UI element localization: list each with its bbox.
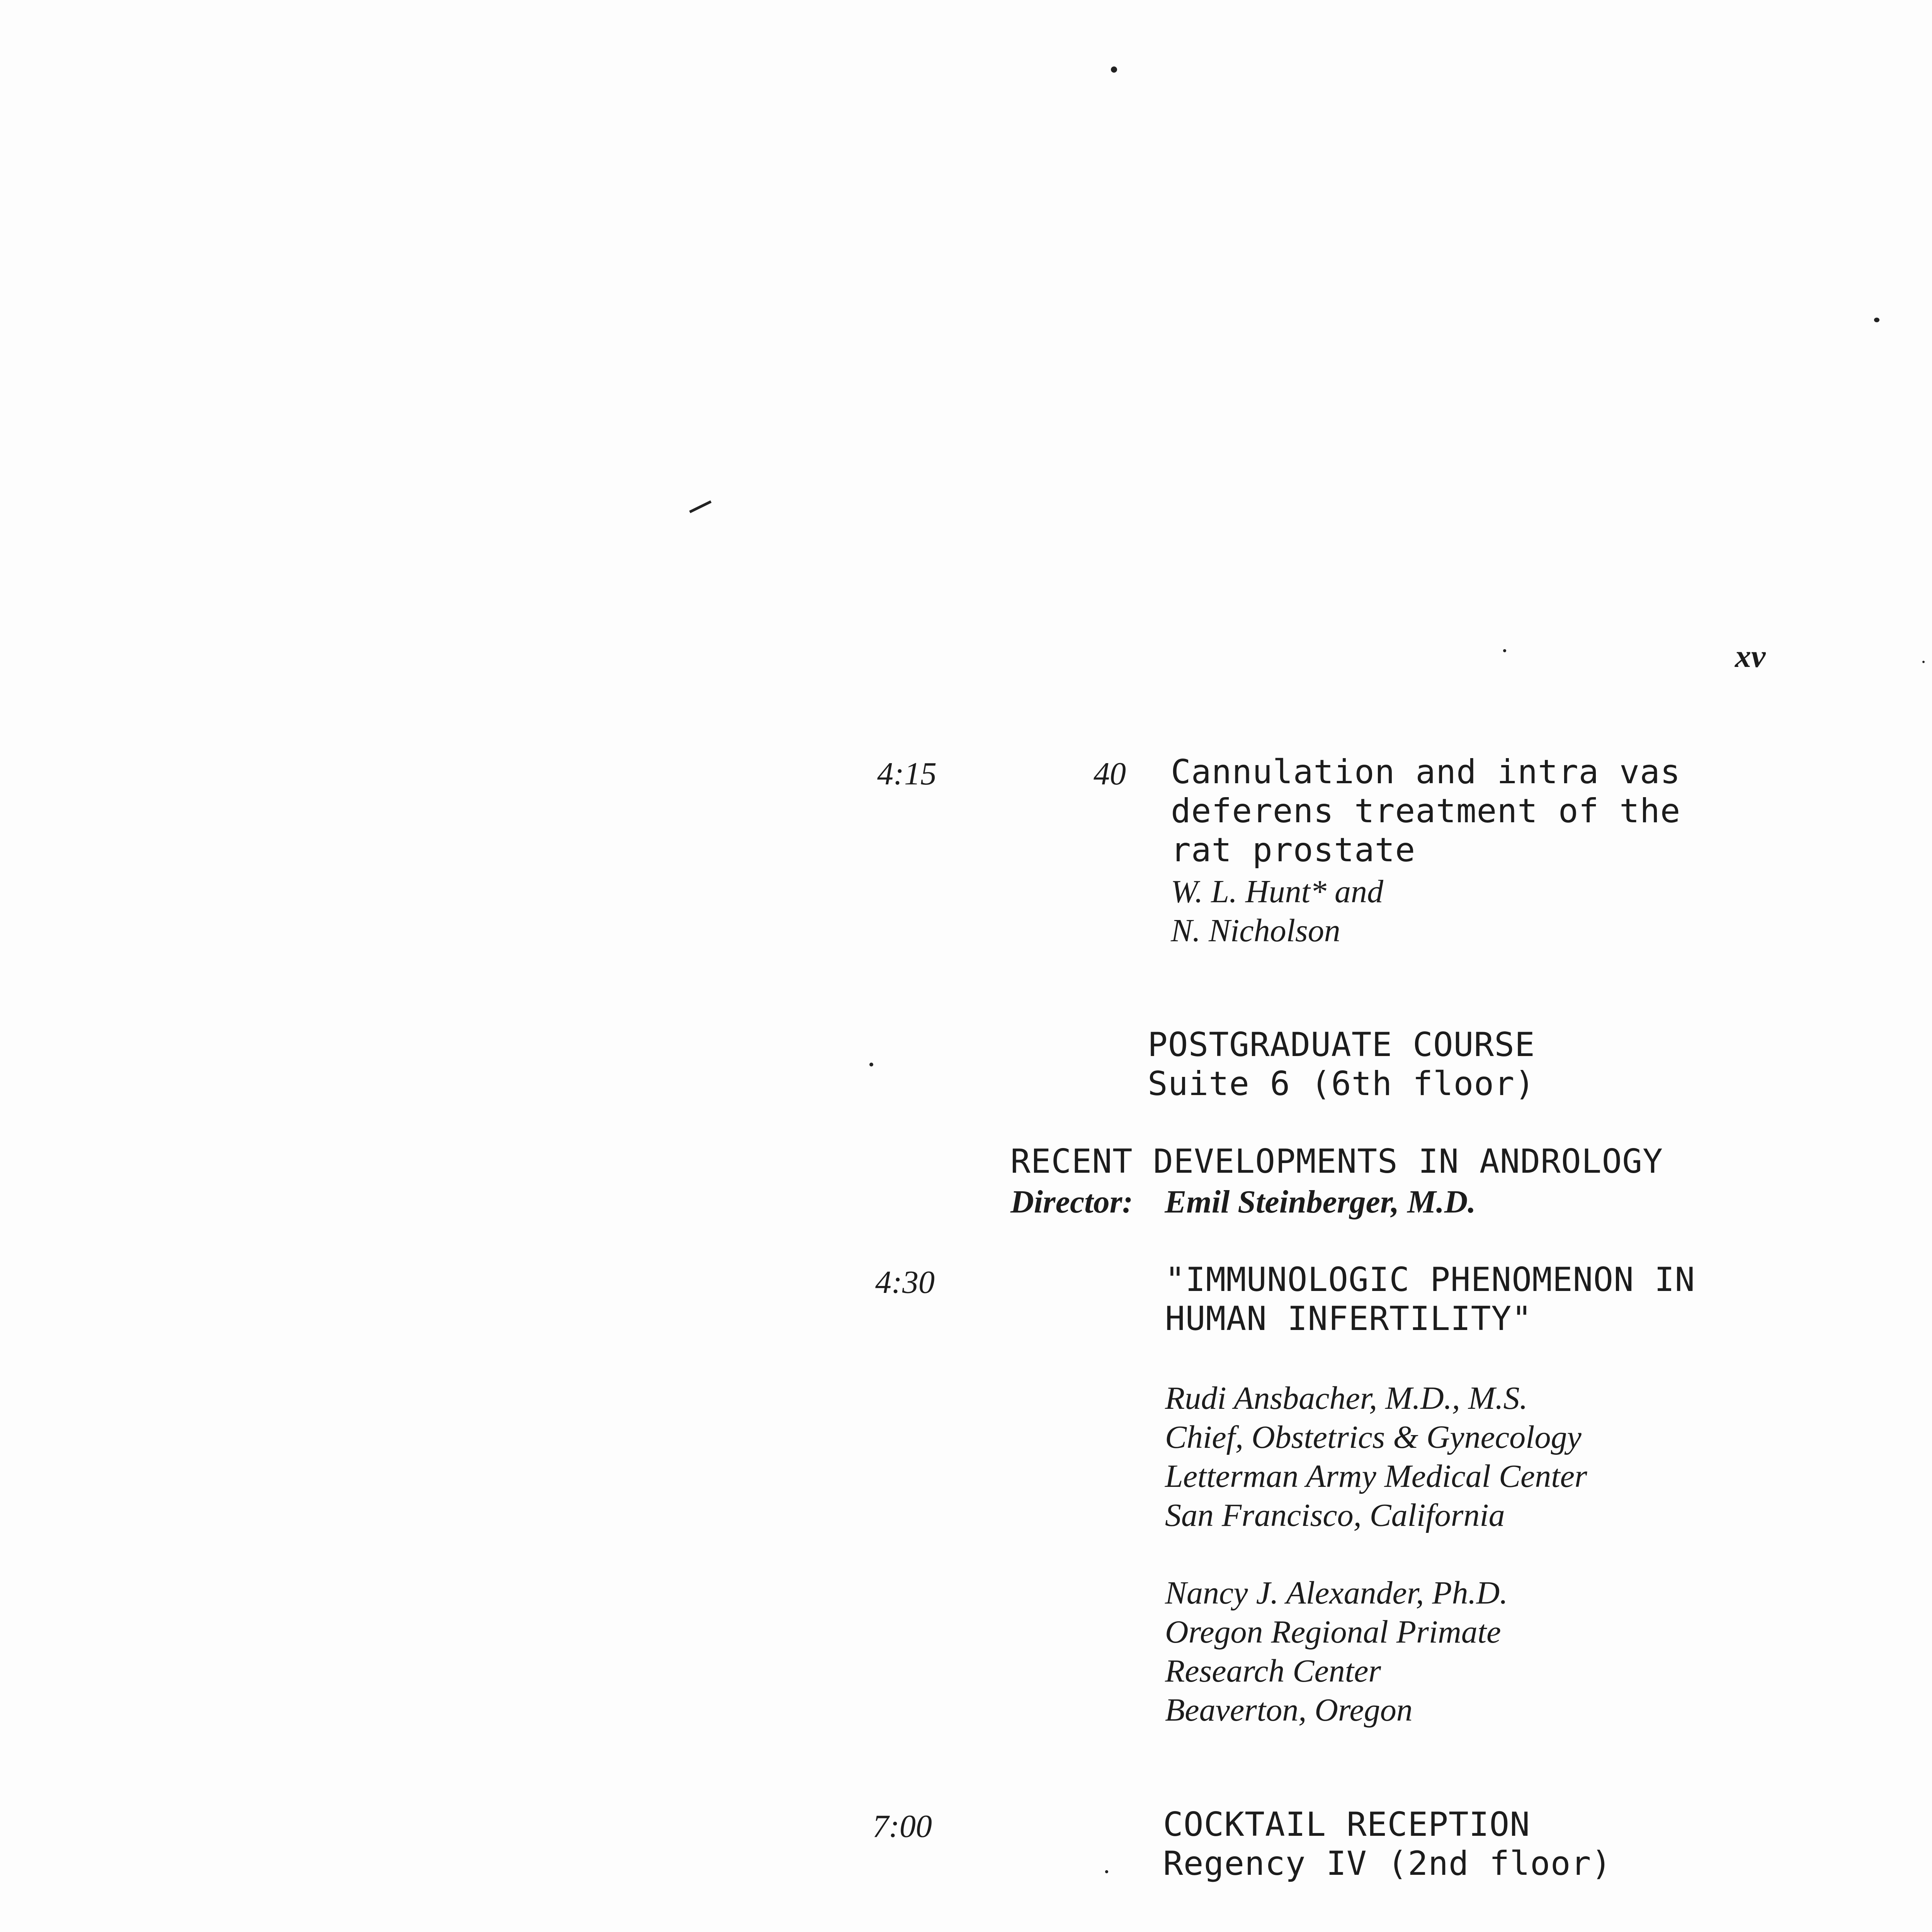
- reception-location: Regency IV (2nd floor): [1163, 1844, 1612, 1883]
- speaker-block: [1165, 1573, 1508, 1730]
- speaker-line: Chief, Obstetrics & Gynecology: [1165, 1419, 1582, 1455]
- paper-number: 40: [1094, 756, 1126, 792]
- lecture-title: [1165, 1260, 1695, 1338]
- reception-time: 7:00: [872, 1808, 932, 1844]
- speaker-line: Letterman Army Medical Center: [1165, 1458, 1587, 1494]
- course-location: Suite 6 (6th floor): [1148, 1065, 1535, 1103]
- speaker-line: Nancy J. Alexander, Ph.D.: [1165, 1575, 1508, 1611]
- paper-title-line: deferens treatment of the: [1171, 792, 1681, 830]
- speaker-line: Rudi Ansbacher, M.D., M.S.: [1165, 1380, 1528, 1416]
- speaker-line: San Francisco, California: [1165, 1497, 1505, 1533]
- scan-speck: [1874, 318, 1879, 322]
- scan-speck: [1105, 1870, 1108, 1873]
- scan-speck: [1111, 66, 1117, 73]
- speaker-line: Oregon Regional Primate: [1165, 1614, 1501, 1650]
- lecture-title-line: HUMAN INFERTILITY": [1165, 1299, 1532, 1338]
- scan-speck: [1922, 661, 1925, 663]
- speaker-block: [1165, 1379, 1587, 1535]
- speaker-line: Beaverton, Oregon: [1165, 1692, 1413, 1728]
- paper-title-line: Cannulation and intra vas: [1171, 753, 1681, 791]
- scan-speck: [869, 1063, 873, 1066]
- paper-title: [1171, 753, 1680, 870]
- lecture-time: 4:30: [875, 1264, 935, 1300]
- paper-authors: [1171, 872, 1383, 950]
- lecture-title-line: "IMMUNOLOGIC PHENOMENON IN: [1165, 1260, 1696, 1299]
- director-name: Emil Steinberger, M.D.: [1165, 1184, 1476, 1220]
- scan-speck: [1503, 649, 1506, 652]
- course-title: RECENT DEVELOPMENTS IN ANDROLOGY: [1010, 1142, 1663, 1181]
- course-director: [1010, 1182, 1476, 1221]
- director-label: Director:: [1010, 1184, 1133, 1220]
- author-line: W. L. Hunt* and: [1171, 874, 1383, 910]
- course-heading: POSTGRADUATE COURSE: [1148, 1026, 1535, 1064]
- pen-mark: [688, 498, 715, 514]
- paper-title-line: rat prostate: [1171, 831, 1416, 869]
- session-time: 4:15: [877, 756, 937, 792]
- page-number: xv: [1735, 638, 1766, 674]
- speaker-line: Research Center: [1165, 1653, 1381, 1689]
- author-line: N. Nicholson: [1171, 913, 1340, 949]
- reception-title: COCKTAIL RECEPTION: [1163, 1805, 1530, 1844]
